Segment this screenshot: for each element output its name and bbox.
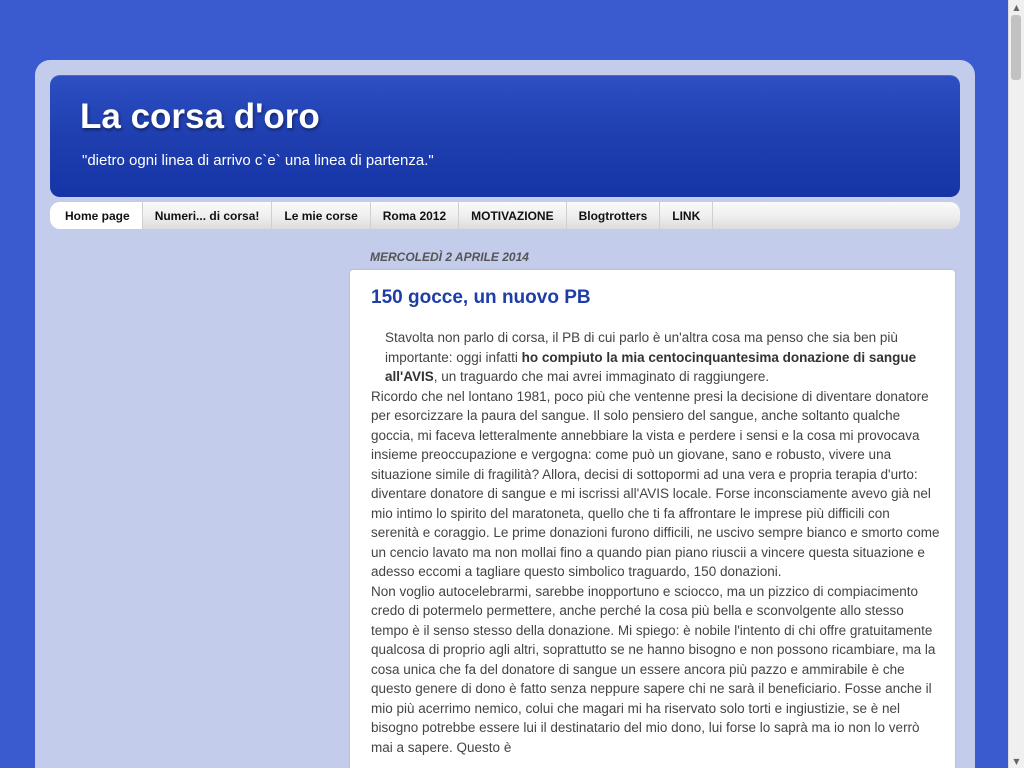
- tab-link[interactable]: LINK: [660, 202, 713, 229]
- vertical-scrollbar[interactable]: [1008, 0, 1024, 768]
- tab-motivazione[interactable]: MOTIVAZIONE: [459, 202, 566, 229]
- post-intro-bold-text: ho compiuto la mia centocinquantesima donazione di sangue all'AVIS: [385, 349, 917, 384]
- post-paragraph: Ricordo che nel lontano 1981, poco più che ventenne presi la decisione di diventare donatore per esorcizzare la paura del sangue. Il solo pensiero del sangue, anche soltanto qualche goccia, mi faceva letteralmente annebbiare la vista e perdere i sensi e la cosa mi provocava insieme preoccupazione e vergogna: come può un giovane, sano e robusto, vivere una situazione simile di fragilità? Allora, decisi di sottopormi ad una vera e propria terapia d'urto: diventare donatore di sangue e mi iscrissi all'AVIS locale. Forse inconsciamente avevo già nel mio intimo lo spirito del maratoneta, quello che ti fa affrontare le imprese più difficili con serenità e coraggio. Le prime donazioni furono difficili, ne uscivo sempre bianco e smorto come un cencio lavato ma non mollai fino a quando pian piano riuscii a vincere questa situazione e adesso eccomi a tagliare questo simbolico traguardo, 150 donazioni.: [371, 388, 940, 579]
- post-intro-text: Stavolta non parlo di corsa, il PB di cui parlo è un'altra cosa ma penso che sia ben più importante: oggi infatti: [385, 330, 898, 365]
- page-tabs-navbar: [50, 202, 960, 229]
- scrollbar-thumb[interactable]: [1011, 15, 1021, 80]
- post-title[interactable]: 150 gocce, un nuovo PB: [371, 287, 591, 308]
- post-container: [350, 270, 955, 768]
- post-intro-tail-text: , un traguardo che mai avrei immaginato di raggiungere.: [433, 369, 770, 384]
- tab-roma-2012[interactable]: Roma 2012: [371, 202, 459, 229]
- post-paragraph: Non voglio autocelebrarmi, sarebbe inopportuno e sciocco, ma un pizzico di compiacimento credo di potermelo permettere, anche perché la cosa più bella e sconvolgente allo stesso tempo è il senso stesso della donazione. Mi spiego: è nobile l'intento di chi offre gratuitamente qualcosa di proprio agli altri, soprattutto se ne hanno bisogno e non possono ricambiare, ma la cosa unica che fa del donatore di sangue un essere ancora più pazzo e ammirabile è che questo genere di dono è fatto senza neppure sapere chi ne sarà il beneficiario. Fosse anche il mio più acerrimo nemico, colui che magari mi ha riservato solo torti e ingiustizie, se è nel bisogno potrebbe essere lui il destinatario del mio dono, lui forse lo saprà ma io non lo verrò mai a sapere. Questo è: [371, 583, 936, 755]
- blog-header: [50, 75, 960, 197]
- post-intro-paragraph: [371, 328, 941, 387]
- blog-title[interactable]: La corsa d'oro: [80, 97, 320, 136]
- tab-home-page[interactable]: Home page: [50, 202, 143, 229]
- scroll-down-arrow-icon[interactable]: ▼: [1013, 756, 1020, 766]
- tab-blogtrotters[interactable]: Blogtrotters: [567, 202, 661, 229]
- tab-numeri-di-corsa[interactable]: Numeri... di corsa!: [143, 202, 273, 229]
- post-date-header: MERCOLEDÌ 2 APRILE 2014: [370, 250, 529, 264]
- tab-le-mie-corse[interactable]: Le mie corse: [272, 202, 370, 229]
- scroll-up-arrow-icon[interactable]: ▲: [1013, 2, 1020, 12]
- blog-description: "dietro ogni linea di arrivo c`e` una linea di partenza.": [82, 152, 434, 169]
- post-body: [371, 328, 941, 757]
